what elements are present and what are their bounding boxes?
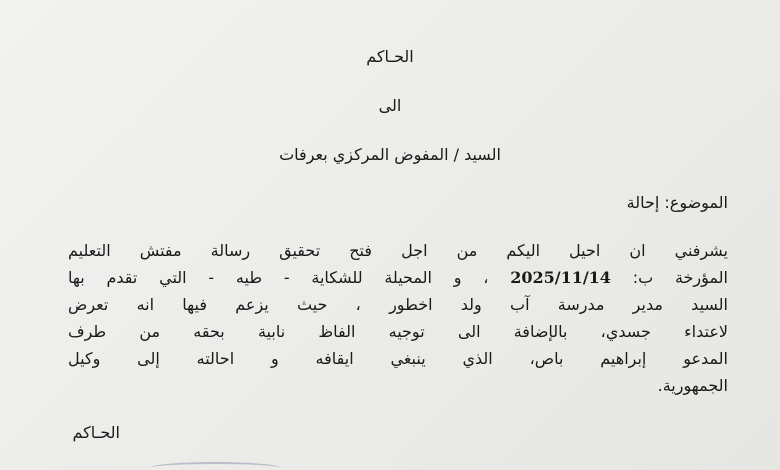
body-line-2-start: المؤرخة ب:	[632, 268, 728, 287]
recipient-line: السيد / المفوض المركزي بعرفات	[279, 145, 501, 164]
body-line-1: يشرفني ان احيل اليكم من اجل فتح تحقيق رسالة مفتش التعليم	[68, 241, 728, 260]
body-line-5: المدعو إبراهيم باص، الذي ينبغي ايقافه و احالته إلى وكيل	[68, 349, 728, 368]
body-line-6: الجمهورية.	[657, 376, 728, 395]
letter-date: 2025/11/14	[510, 268, 611, 287]
to-label: الى	[378, 96, 402, 115]
body-line-2	[68, 268, 728, 288]
stamp-edge-mark	[150, 462, 280, 470]
body-line-3: السيد مدير مدرسة آب ولد اخطور ، حيث يزعم فيها انه تعرض	[68, 295, 728, 314]
body-line-2-end: ، و المحيلة للشكاية - طيه - التي تقدم بها	[68, 268, 489, 287]
body-line-4: لاعتداء جسدي، بالإضافة الى توجيه الفاظ نابية بحقه من طرف	[68, 322, 728, 341]
signature: الحـاكم	[72, 423, 120, 442]
subject-line: الموضوع: إحالة	[626, 193, 728, 212]
sender-title: الحـاكم	[366, 47, 414, 66]
